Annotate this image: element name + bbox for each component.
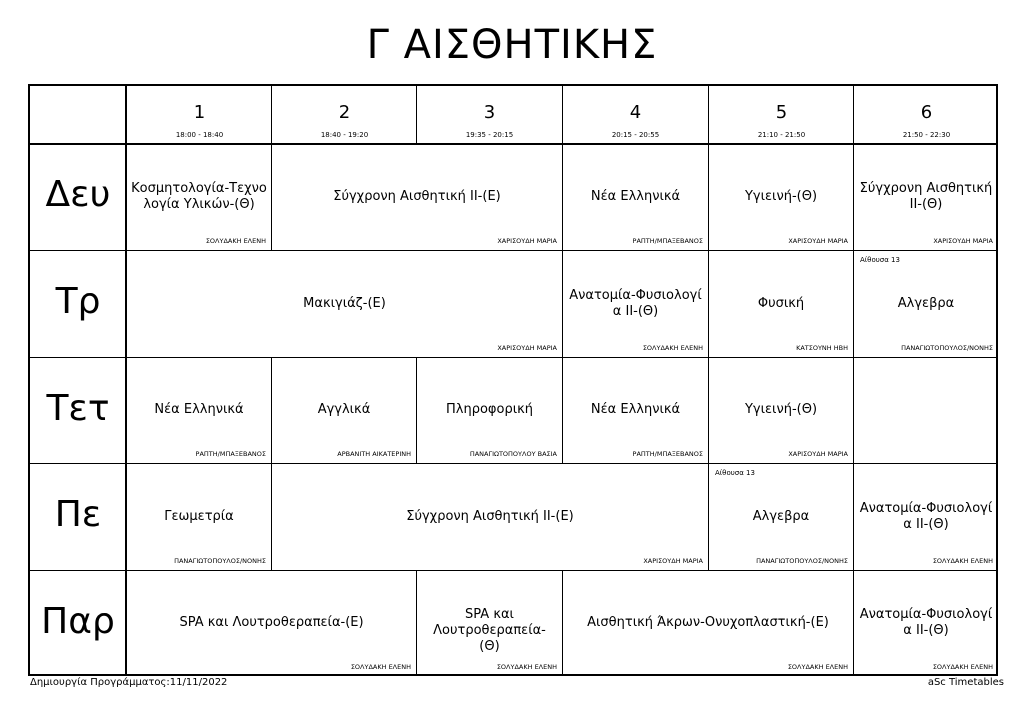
lesson-cell — [127, 145, 271, 250]
lesson-subject: Νέα Ελληνικά — [590, 189, 681, 204]
lesson-subject: Μακιγιάζ-(Ε) — [303, 296, 386, 311]
day-label: Δευ — [45, 174, 111, 215]
day-label: Παρ — [41, 601, 115, 642]
lesson-teacher: ΣΟΛΥΔΑΚΗ ΕΛΕΝΗ — [932, 557, 993, 565]
software-credit: aSc Timetables — [927, 677, 1004, 688]
lesson-cell — [854, 145, 998, 250]
lesson-cell — [854, 251, 998, 357]
period-time: 19:35 - 20:15 — [465, 131, 514, 139]
lesson-cell — [563, 145, 708, 250]
lesson-teacher: ΡΑΠΤΗ/ΜΠΑΞΕΒΑΝΟΣ — [632, 450, 703, 458]
lesson-cell — [272, 464, 708, 570]
lesson-teacher: ΧΑΡΙΣΟΥΔΗ ΜΑΡΙΑ — [788, 237, 848, 245]
lesson-teacher: ΧΑΡΙΣΟΥΔΗ ΜΑΡΙΑ — [788, 450, 848, 458]
period-time: 21:10 - 21:50 — [757, 131, 806, 139]
period-number: 3 — [483, 102, 496, 123]
lesson-teacher: ΑΡΒΑΝΙΤΗ ΑΙΚΑΤΕΡΙΝΗ — [337, 450, 411, 458]
lesson-subject: Σύγχρονη Αισθητική ΙΙ-(Θ) — [859, 181, 993, 212]
lesson-teacher: ΚΑΤΣΟΥΝΗ ΗΒΗ — [796, 344, 848, 352]
lesson-subject: Κοσμητολογία-Τεχνο λογία Υλικών-(Θ) — [131, 181, 267, 212]
period-time: 21:50 - 22:30 — [902, 131, 951, 139]
lesson-subject: Νέα Ελληνικά — [590, 402, 681, 417]
period-time: 20:15 - 20:55 — [611, 131, 660, 139]
lesson-cell — [417, 358, 562, 463]
period-header — [127, 86, 272, 144]
lesson-subject: Αγγλικά — [317, 402, 371, 417]
lesson-cell — [709, 464, 853, 570]
lesson-subject: SPA και Λουτροθεραπεία-(Θ) — [433, 607, 546, 654]
period-header — [563, 86, 708, 144]
period-number: 5 — [775, 102, 788, 123]
room-label: Αίθουσα 13 — [860, 256, 900, 264]
lesson-teacher: ΠΑΝΑΓΙΩΤΟΠΟΥΛΟΣ/ΝΟΝΗΣ — [174, 557, 266, 565]
lesson-teacher: ΣΟΛΥΔΑΚΗ ΕΛΕΝΗ — [205, 237, 266, 245]
room-label: Αίθουσα 13 — [715, 469, 755, 477]
lesson-cell — [127, 358, 271, 463]
lesson-teacher: ΧΑΡΙΣΟΥΔΗ ΜΑΡΙΑ — [933, 237, 993, 245]
lesson-cell — [417, 571, 562, 676]
period-time: 18:40 - 19:20 — [320, 131, 369, 139]
lesson-teacher: ΣΟΛΥΔΑΚΗ ΕΛΕΝΗ — [932, 663, 993, 671]
lesson-cell — [854, 571, 998, 676]
lesson-teacher: ΧΑΡΙΣΟΥΔΗ ΜΑΡΙΑ — [497, 237, 557, 245]
lesson-subject: Σύγχρονη Αισθητική ΙΙ-(Ε) — [333, 189, 501, 204]
timetable-grid — [28, 84, 998, 676]
period-time: 18:00 - 18:40 — [175, 131, 224, 139]
lesson-cell — [709, 251, 853, 357]
period-number: 6 — [920, 102, 933, 123]
grid-line — [853, 358, 854, 463]
lesson-cell — [272, 145, 562, 250]
period-header — [709, 86, 854, 144]
period-number: 4 — [629, 102, 642, 123]
lesson-subject: Πληροφορική — [446, 402, 533, 417]
lesson-subject: Αισθητική Άκρων-Ονυχοπλαστική-(Ε) — [587, 615, 829, 630]
lesson-cell — [709, 145, 853, 250]
lesson-cell — [563, 571, 853, 676]
lesson-subject: Υγιεινή-(Θ) — [744, 402, 818, 417]
lesson-subject: Νέα Ελληνικά — [154, 402, 244, 417]
lesson-subject: Αλγεβρα — [752, 509, 810, 524]
lesson-teacher: ΣΟΛΥΔΑΚΗ ΕΛΕΝΗ — [350, 663, 411, 671]
lesson-teacher: ΡΑΠΤΗ/ΜΠΑΞΕΒΑΝΟΣ — [632, 237, 703, 245]
lesson-teacher: ΣΟΛΥΔΑΚΗ ΕΛΕΝΗ — [496, 663, 557, 671]
period-header — [854, 86, 999, 144]
day-label: Τρ — [55, 281, 101, 322]
lesson-teacher: ΧΑΡΙΣΟΥΔΗ ΜΑΡΙΑ — [497, 344, 557, 352]
lesson-teacher: ΠΑΝΑΓΙΩΤΟΠΟΥΛΟΥ ΒΑΣΙΑ — [469, 450, 557, 458]
lesson-teacher: ΧΑΡΙΣΟΥΔΗ ΜΑΡΙΑ — [643, 557, 703, 565]
period-number: 1 — [193, 102, 206, 123]
lesson-cell — [709, 358, 853, 463]
creation-date: Δημιουργία Προγράμματος:11/11/2022 — [30, 677, 228, 688]
day-label: Πε — [54, 494, 102, 535]
lesson-teacher: ΡΑΠΤΗ/ΜΠΑΞΕΒΑΝΟΣ — [195, 450, 266, 458]
lesson-subject: Ανατομία-Φυσιολογί α ΙΙ-(Θ) — [859, 607, 993, 638]
lesson-subject: Σύγχρονη Αισθητική ΙΙ-(Ε) — [406, 509, 574, 524]
lesson-subject: Ανατομία-Φυσιολογί α ΙΙ-(Θ) — [569, 288, 702, 319]
period-header — [272, 86, 417, 144]
lesson-subject: SPA και Λουτροθεραπεία-(Ε) — [179, 615, 364, 630]
lesson-subject: Φυσική — [757, 296, 805, 311]
lesson-teacher: ΠΑΝΑΓΙΩΤΟΠΟΥΛΟΣ/ΝΟΝΗΣ — [756, 557, 848, 565]
lesson-cell — [854, 464, 998, 570]
lesson-subject: Αλγεβρα — [897, 296, 955, 311]
lesson-subject: Υγιεινή-(Θ) — [744, 189, 818, 204]
lesson-cell — [127, 571, 416, 676]
lesson-cell — [272, 358, 416, 463]
lesson-subject: Γεωμετρία — [164, 509, 234, 524]
lesson-cell — [563, 251, 708, 357]
lesson-teacher: ΠΑΝΑΓΙΩΤΟΠΟΥΛΟΣ/ΝΟΝΗΣ — [901, 344, 993, 352]
period-header — [417, 86, 562, 144]
lesson-teacher: ΣΟΛΥΔΑΚΗ ΕΛΕΝΗ — [787, 663, 848, 671]
lesson-cell — [127, 464, 271, 570]
lesson-cell — [563, 358, 708, 463]
lesson-cell — [127, 251, 562, 357]
lesson-teacher: ΣΟΛΥΔΑΚΗ ΕΛΕΝΗ — [642, 344, 703, 352]
lesson-subject: Ανατομία-Φυσιολογί α ΙΙ-(Θ) — [859, 501, 993, 532]
period-number: 2 — [338, 102, 351, 123]
page-title: Γ ΑΙΣΘΗΤΙΚΗΣ — [366, 22, 658, 68]
day-label: Τετ — [46, 388, 110, 429]
